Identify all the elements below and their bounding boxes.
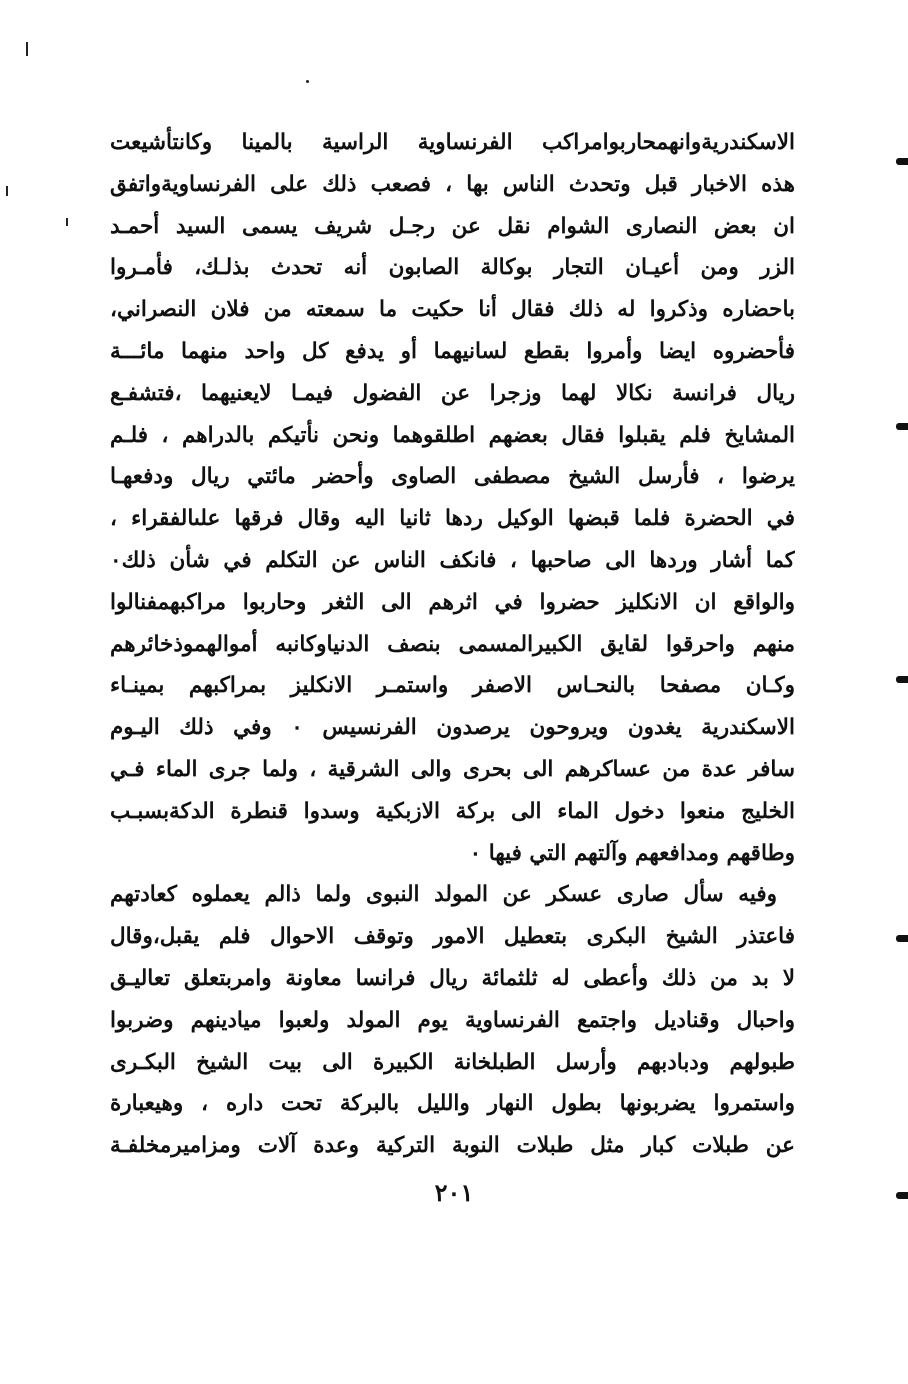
scan-edge-mark (896, 158, 908, 165)
text-line: وكـان مصفحا بالنحـاس الاصفر واستمـر الانكليز بمراكبهم بمينـاء (110, 673, 795, 699)
text-line: الاسكندرية يغدون ويروحون يرصدون الفرنسيس ٠ وفي ذلك اليـوم (110, 715, 795, 741)
text-line: واستمروا يضربونها بطول النهار والليل بالبركة تحت داره ، وهيعبارة (110, 1091, 795, 1117)
paragraph-start-line: وفيه سأل صارى عسكر عن المولد النبوى ولما ذالم يعملوه كعادتهم (110, 882, 777, 908)
scan-speck (26, 42, 28, 56)
text-line: واحبال وقناديل واجتمع الفرنساوية يوم المولد ولعبوا ميادينهم وضربوا (110, 1007, 795, 1033)
text-line: ان بعض النصارى الشوام نقل عن رجـل شريف يسمى السيد أحمـد (110, 213, 795, 239)
text-line: يرضوا ، فأرسل الشيخ مصطفى الصاوى وأحضر مائتي ريال ودفعهـا (110, 464, 795, 490)
text-line: ريال فرانسة نكالا لهما وزجرا عن الفضول فيمـا لايعنيهما ،فتشفـع (110, 380, 795, 406)
text-line: عن طبلات كبار مثل طبلات النوبة التركية وعدة آلات ومزاميرمخلفـة (110, 1133, 795, 1159)
scan-edge-mark (896, 423, 908, 430)
body-text (110, 122, 795, 1167)
text-line: وطاقهم ومدافعهم وآلتهم التي فيها ٠ (469, 840, 795, 866)
text-line: المشايخ فلم يقبلوا فقال بعضهم اطلقوهما ونحن نأتيكم بالدراهم ، فلـم (110, 422, 795, 448)
text-line: في الحضرة فلما قبضها الوكيل ردها ثانيا اليه وقال فرقها علىالفقراء ، (110, 506, 795, 532)
text-line: الاسكندريةوانهمحاربوامراكب الفرنساوية الراسية بالمينا وكانتأشيعت (110, 130, 795, 155)
page-number: ٢٠١ (434, 1178, 474, 1207)
scan-speck (306, 80, 309, 83)
scan-edge-mark (896, 676, 908, 683)
text-line: فأحضروه ايضا وأمروا بقطع لسانيهما أو يدفع كل واحد منهما مائـــة (110, 338, 795, 364)
text-line: الخليج منعوا دخول الماء الى بركة الازبكية وسدوا قنطرة الدكةبسبـب (110, 798, 795, 824)
text-line: الزر ومن أعيـان التجار بوكالة الصابون أنه تحدث بذلـك، فأمـروا (110, 255, 795, 281)
text-line: سافر عدة من عساكرهم الى بحرى والى الشرقية ، ولما جرى الماء فـي (110, 756, 795, 782)
text-line: طبولهم ودبادبهم وأرسل الطبلخانة الكبيرة الى بيت الشيخ البكـرى (110, 1049, 795, 1075)
text-line: لا بد من ذلك وأعطى له ثلثمائة ريال فرانسا معاونة وامربتعلق تعاليـق (110, 965, 795, 991)
scan-edge-mark (896, 935, 908, 942)
text-line: منهم واحرقوا لقايق الكبيرالمسمى بنصف الدنياوكانبه أموالهموذخائرهم (110, 631, 795, 657)
text-line: والواقع ان الانكليز حضروا في اثرهم الى الثغر وحاربوا مراكبهمفنالوا (110, 589, 795, 615)
text-line: باحضاره وذكروا له ذلك فقال أنا حكيت ما سمعته من فلان النصراني، (110, 297, 795, 323)
scan-edge-mark (896, 1192, 908, 1199)
scan-speck (6, 186, 8, 196)
text-line: هذه الاخبار قبل وتحدث الناس بها ، فصعب ذلك على الفرنساويةواتفق (110, 171, 795, 197)
text-line: كما أشار وردها الى صاحبها ، فانكف الناس عن التكلم في شأن ذلك٠ (110, 547, 795, 573)
text-line: فاعتذر الشيخ البكرى بتعطيل الامور وتوقف الاحوال فلم يقبل،وقال (110, 924, 795, 950)
scan-speck (66, 218, 68, 226)
